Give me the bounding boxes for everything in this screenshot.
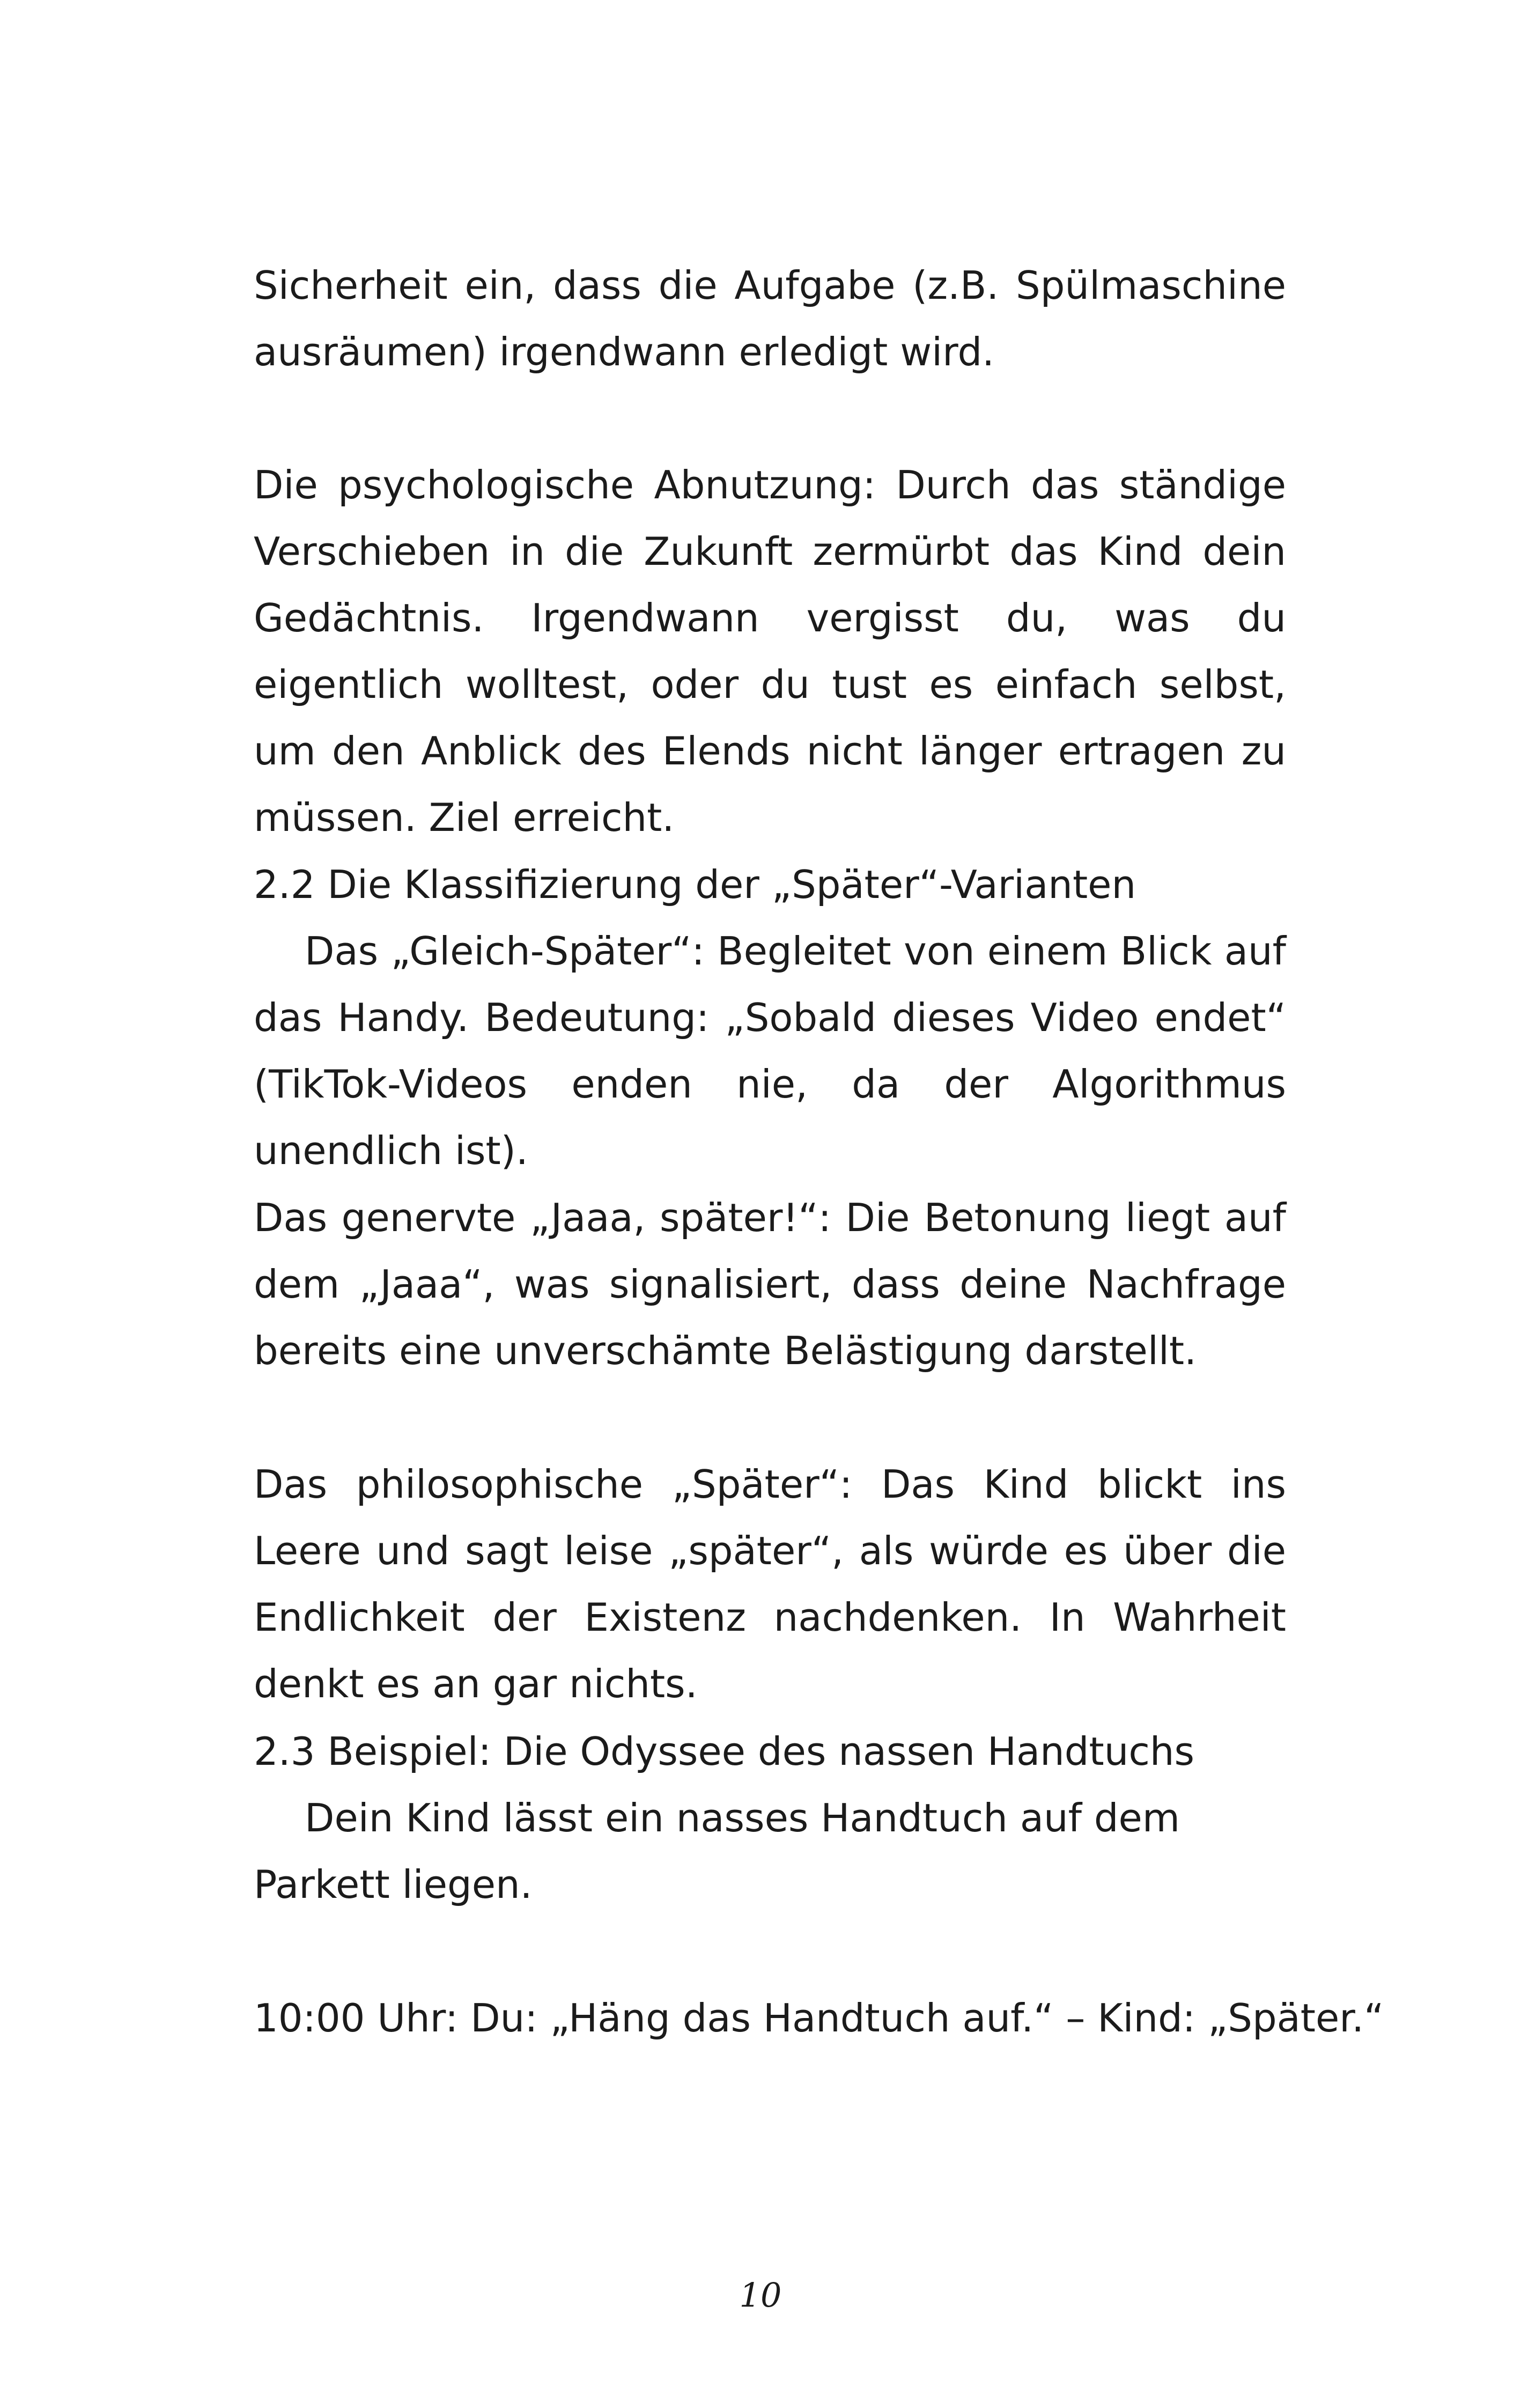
paragraph-genervt: Das genervte „Jaaa, später!“: Die Betonung liegt auf dem „Jaaa“, was signalisiert, dass deine Nachfrage bereits eine unverschämte Belästigung darstellt.: [254, 1195, 1286, 1373]
section-heading-2-3: 2.3 Beispiel: Die Odyssee des nassen Handtuchs: [254, 1729, 1195, 1774]
paragraph-philosophisch: Das philosophische „Später“: Das Kind blickt ins Leere und sagt leise „später“, als würde es über die Endlichkeit der Existenz nachdenken. In Wahrheit denkt es an gar nichts.: [254, 1462, 1286, 1706]
section-heading-2-2: 2.2 Die Klassifizierung der „Später“-Varianten: [254, 862, 1136, 907]
paragraph-psychological-wear: Die psychologische Abnutzung: Durch das ständige Verschieben in die Zukunft zermürbt das Kind dein Gedächtnis. Irgendwann vergisst du, was du eigentlich wolltest, oder du tust es einfach selbst, um den Anblick des Elends nicht länger ertragen zu müssen. Ziel erreicht.: [254, 462, 1286, 840]
paragraph-intro: Sicherheit ein, dass die Aufgabe (z.B. Spülmaschine ausräumen) irgendwann erledigt wird.: [254, 263, 1286, 374]
paragraph-gleich-spaeter: Das „Gleich-Später“: Begleitet von einem Blick auf das Handy. Bedeutung: „Sobald dieses Video endet“ (TikTok-Videos enden nie, da der Algorithmus unendlich ist).: [254, 929, 1286, 1173]
paragraph-10-uhr: 10:00 Uhr: Du: „Häng das Handtuch auf.“ – Kind: „Später.“: [254, 1995, 1384, 2041]
page-number: 10: [739, 2276, 782, 2315]
paragraph-handtuch: Dein Kind lässt ein nasses Handtuch auf dem Parkett liegen.: [254, 1795, 1180, 1907]
